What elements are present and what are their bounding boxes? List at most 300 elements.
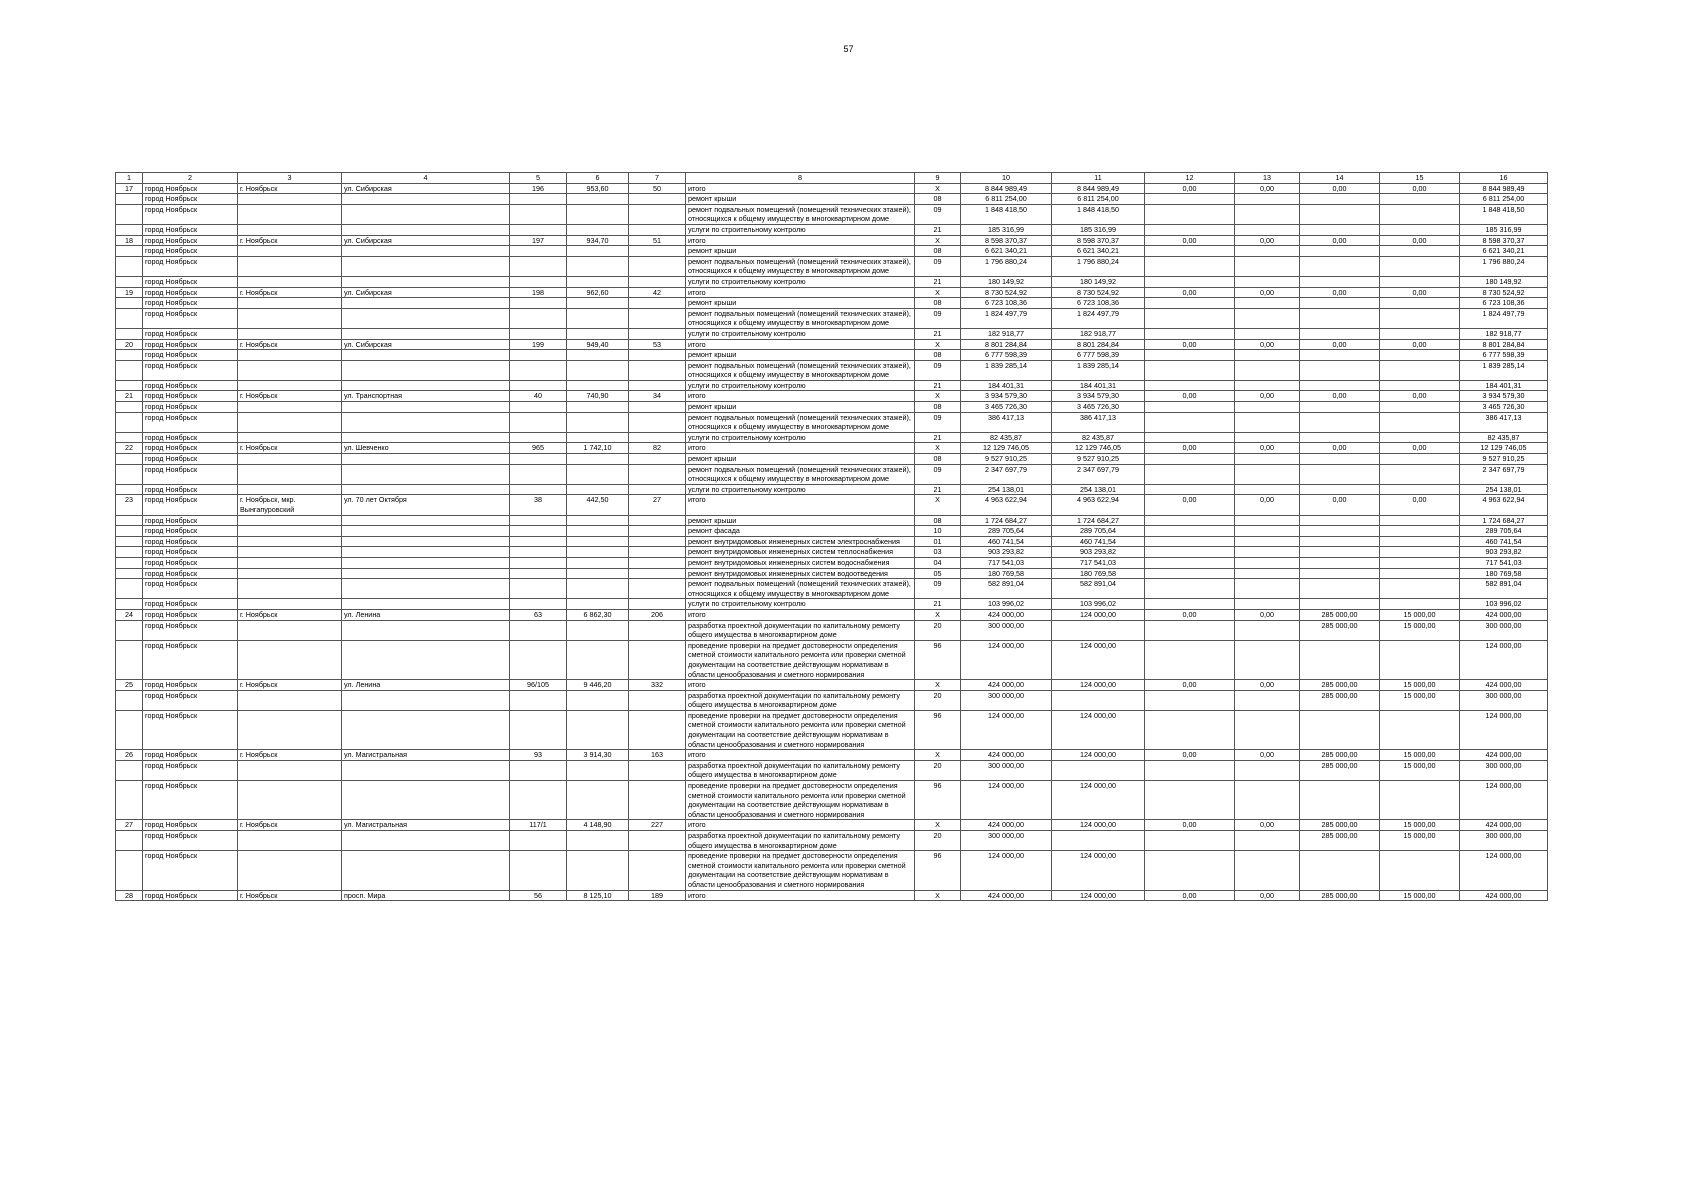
cell-residents — [629, 412, 686, 432]
table-row — [116, 360, 1548, 380]
cell-residents: 34 — [629, 391, 686, 402]
cell-settlement: г. Ноябрьск — [238, 183, 342, 194]
header-cell-6: 6 — [567, 173, 629, 184]
cell-owners-funds — [1300, 454, 1380, 465]
cell-sum-total: 3 465 726,30 — [1460, 402, 1548, 413]
cell-house-number: 196 — [510, 183, 567, 194]
cell-row-number — [116, 781, 143, 820]
cell-house-number: 117/1 — [510, 820, 567, 831]
cell-work-code: 05 — [915, 568, 961, 579]
cell-row-number: 25 — [116, 680, 143, 691]
cell-fund-cost: 289 705,64 — [1052, 526, 1145, 537]
table-row — [116, 640, 1548, 679]
cell-owners-funds — [1300, 412, 1380, 432]
table-row — [116, 781, 1548, 820]
cell-residents — [629, 204, 686, 224]
cell-residents — [629, 515, 686, 526]
cell-house-number — [510, 781, 567, 820]
cell-budget-ao — [1145, 360, 1235, 380]
cell-street — [342, 547, 510, 558]
cell-row-number — [116, 515, 143, 526]
cell-work-type: итого — [686, 183, 915, 194]
cell-settlement — [238, 328, 342, 339]
table-row — [116, 599, 1548, 610]
cell-settlement: г. Ноябрьск — [238, 680, 342, 691]
cell-settlement — [238, 256, 342, 276]
cell-settlement: г. Ноябрьск, мкр. Вынгапуровский — [238, 495, 342, 515]
cell-row-number — [116, 484, 143, 495]
cell-area — [567, 380, 629, 391]
cell-budget-mo: 0,00 — [1235, 235, 1300, 246]
cell-owners-funds — [1300, 579, 1380, 599]
cell-row-number — [116, 851, 143, 890]
cell-work-type: услуги по строительному контролю — [686, 380, 915, 391]
cell-fund-cost: 124 000,00 — [1052, 640, 1145, 679]
cell-municipality: город Ноябрьск — [143, 432, 238, 443]
table-row — [116, 760, 1548, 780]
cell-settlement — [238, 350, 342, 361]
cell-sum-total: 1 724 684,27 — [1460, 515, 1548, 526]
cell-owners-funds: 285 000,00 — [1300, 620, 1380, 640]
cell-house-number — [510, 194, 567, 205]
cell-house-number — [510, 402, 567, 413]
cell-budget-mo — [1235, 360, 1300, 380]
cell-municipality: город Ноябрьск — [143, 890, 238, 901]
cell-settlement — [238, 851, 342, 890]
cell-budget-mo — [1235, 781, 1300, 820]
cell-settlement — [238, 515, 342, 526]
cell-budget-ao — [1145, 308, 1235, 328]
cell-row-number: 17 — [116, 183, 143, 194]
cell-settlement — [238, 276, 342, 287]
cell-budget-mo — [1235, 412, 1300, 432]
cell-work-code: 08 — [915, 454, 961, 465]
cell-house-number — [510, 599, 567, 610]
cell-work-type: услуги по строительному контролю — [686, 432, 915, 443]
cell-residents — [629, 224, 686, 235]
cell-municipality: город Ноябрьск — [143, 781, 238, 820]
cell-work-type: ремонт подвальных помещений (помещений технических этажей), относящихся к общему имуществу в многоквартирном доме — [686, 464, 915, 484]
cell-house-number — [510, 246, 567, 257]
cell-owners-funds: 0,00 — [1300, 235, 1380, 246]
cell-work-type: итого — [686, 890, 915, 901]
cell-other-funds: 15 000,00 — [1380, 760, 1460, 780]
cell-street — [342, 276, 510, 287]
cell-street: ул. Ленина — [342, 680, 510, 691]
cell-sum-total: 289 705,64 — [1460, 526, 1548, 537]
cell-residents — [629, 781, 686, 820]
cell-work-type: итого — [686, 750, 915, 761]
cell-owners-funds — [1300, 484, 1380, 495]
cell-house-number — [510, 256, 567, 276]
cell-settlement: г. Ноябрьск — [238, 820, 342, 831]
cell-total-cost: 1 724 684,27 — [961, 515, 1052, 526]
cell-budget-ao — [1145, 402, 1235, 413]
cell-street — [342, 328, 510, 339]
cell-settlement — [238, 781, 342, 820]
cell-residents: 163 — [629, 750, 686, 761]
cell-row-number: 21 — [116, 391, 143, 402]
cell-residents: 189 — [629, 890, 686, 901]
cell-house-number — [510, 515, 567, 526]
cell-other-funds: 0,00 — [1380, 391, 1460, 402]
table-row — [116, 256, 1548, 276]
cell-sum-total: 386 417,13 — [1460, 412, 1548, 432]
cell-sum-total: 4 963 622,94 — [1460, 495, 1548, 515]
cell-total-cost: 424 000,00 — [961, 680, 1052, 691]
cell-owners-funds — [1300, 204, 1380, 224]
cell-sum-total: 6 723 108,36 — [1460, 298, 1548, 309]
cell-total-cost: 386 417,13 — [961, 412, 1052, 432]
cell-sum-total: 182 918,77 — [1460, 328, 1548, 339]
cell-owners-funds — [1300, 432, 1380, 443]
cell-budget-ao — [1145, 194, 1235, 205]
cell-budget-ao — [1145, 568, 1235, 579]
cell-fund-cost: 1 724 684,27 — [1052, 515, 1145, 526]
cell-sum-total: 12 129 746,05 — [1460, 443, 1548, 454]
cell-street: просп. Мира — [342, 890, 510, 901]
cell-municipality: город Ноябрьск — [143, 298, 238, 309]
cell-area — [567, 526, 629, 537]
cell-other-funds — [1380, 526, 1460, 537]
cell-street: ул. Ленина — [342, 609, 510, 620]
cell-work-code: 21 — [915, 380, 961, 391]
cell-total-cost: 300 000,00 — [961, 690, 1052, 710]
cell-house-number — [510, 276, 567, 287]
cell-municipality: город Ноябрьск — [143, 287, 238, 298]
cell-owners-funds: 285 000,00 — [1300, 680, 1380, 691]
cell-budget-ao — [1145, 690, 1235, 710]
cell-budget-ao — [1145, 224, 1235, 235]
cell-street — [342, 515, 510, 526]
cell-work-type: услуги по строительному контролю — [686, 328, 915, 339]
cell-work-type: услуги по строительному контролю — [686, 484, 915, 495]
table-row — [116, 350, 1548, 361]
cell-area — [567, 599, 629, 610]
cell-total-cost: 180 149,92 — [961, 276, 1052, 287]
cell-municipality: город Ноябрьск — [143, 750, 238, 761]
cell-fund-cost: 124 000,00 — [1052, 781, 1145, 820]
cell-row-number — [116, 360, 143, 380]
cell-area: 949,40 — [567, 339, 629, 350]
cell-budget-mo — [1235, 526, 1300, 537]
cell-settlement — [238, 308, 342, 328]
cell-street: ул. Сибирская — [342, 287, 510, 298]
cell-area: 962,60 — [567, 287, 629, 298]
table-row — [116, 235, 1548, 246]
cell-fund-cost — [1052, 760, 1145, 780]
cell-area — [567, 690, 629, 710]
table-row — [116, 204, 1548, 224]
cell-other-funds — [1380, 298, 1460, 309]
cell-work-code: 20 — [915, 760, 961, 780]
cell-sum-total: 8 801 284,84 — [1460, 339, 1548, 350]
cell-area — [567, 781, 629, 820]
cell-work-code: 03 — [915, 547, 961, 558]
cell-work-code: X — [915, 680, 961, 691]
cell-budget-mo — [1235, 547, 1300, 558]
cell-fund-cost: 6 811 254,00 — [1052, 194, 1145, 205]
cell-budget-mo — [1235, 276, 1300, 287]
cell-street — [342, 412, 510, 432]
cell-area — [567, 194, 629, 205]
cell-total-cost: 12 129 746,05 — [961, 443, 1052, 454]
cell-settlement — [238, 831, 342, 851]
cell-budget-mo — [1235, 256, 1300, 276]
cell-municipality: город Ноябрьск — [143, 204, 238, 224]
cell-municipality: город Ноябрьск — [143, 360, 238, 380]
cell-work-code: X — [915, 750, 961, 761]
cell-budget-mo: 0,00 — [1235, 750, 1300, 761]
cell-street — [342, 568, 510, 579]
cell-fund-cost: 184 401,31 — [1052, 380, 1145, 391]
cell-fund-cost: 254 138,01 — [1052, 484, 1145, 495]
cell-other-funds — [1380, 536, 1460, 547]
cell-sum-total: 103 996,02 — [1460, 599, 1548, 610]
table-row — [116, 328, 1548, 339]
cell-house-number: 56 — [510, 890, 567, 901]
cell-other-funds: 15 000,00 — [1380, 690, 1460, 710]
cell-residents — [629, 328, 686, 339]
cell-budget-mo — [1235, 246, 1300, 257]
cell-budget-mo — [1235, 402, 1300, 413]
cell-total-cost: 124 000,00 — [961, 710, 1052, 749]
cell-total-cost: 6 777 598,39 — [961, 350, 1052, 361]
cell-street: ул. Шевченко — [342, 443, 510, 454]
cell-budget-mo — [1235, 328, 1300, 339]
cell-house-number — [510, 760, 567, 780]
cell-area: 9 446,20 — [567, 680, 629, 691]
cell-row-number — [116, 599, 143, 610]
cell-other-funds — [1380, 412, 1460, 432]
cell-row-number — [116, 579, 143, 599]
cell-street — [342, 350, 510, 361]
cell-street — [342, 484, 510, 495]
cell-owners-funds — [1300, 194, 1380, 205]
cell-other-funds — [1380, 328, 1460, 339]
cell-total-cost: 8 844 989,49 — [961, 183, 1052, 194]
cell-sum-total: 124 000,00 — [1460, 710, 1548, 749]
cell-street: ул. Сибирская — [342, 339, 510, 350]
cell-other-funds — [1380, 484, 1460, 495]
cell-fund-cost: 903 293,82 — [1052, 547, 1145, 558]
cell-total-cost: 3 934 579,30 — [961, 391, 1052, 402]
table-row — [116, 380, 1548, 391]
cell-settlement — [238, 568, 342, 579]
cell-work-type: ремонт внутридомовых инженерных систем водоснабжения — [686, 557, 915, 568]
cell-other-funds: 0,00 — [1380, 183, 1460, 194]
cell-work-code: 96 — [915, 640, 961, 679]
cell-owners-funds: 285 000,00 — [1300, 760, 1380, 780]
cell-work-type: ремонт крыши — [686, 454, 915, 465]
table-row — [116, 454, 1548, 465]
cell-house-number — [510, 432, 567, 443]
cell-work-code: 96 — [915, 710, 961, 749]
cell-work-code: 20 — [915, 690, 961, 710]
cell-work-type: итого — [686, 609, 915, 620]
cell-budget-mo — [1235, 194, 1300, 205]
cell-fund-cost: 124 000,00 — [1052, 851, 1145, 890]
cell-fund-cost: 4 963 622,94 — [1052, 495, 1145, 515]
cell-total-cost: 582 891,04 — [961, 579, 1052, 599]
cell-row-number: 28 — [116, 890, 143, 901]
cell-residents — [629, 599, 686, 610]
table-row — [116, 536, 1548, 547]
cell-budget-mo — [1235, 454, 1300, 465]
table-row — [116, 495, 1548, 515]
cell-work-code: 09 — [915, 256, 961, 276]
cell-work-code: X — [915, 287, 961, 298]
header-cell-8: 8 — [686, 173, 915, 184]
table-row — [116, 620, 1548, 640]
table-row — [116, 547, 1548, 558]
cell-fund-cost — [1052, 690, 1145, 710]
cell-total-cost: 6 621 340,21 — [961, 246, 1052, 257]
header-row — [116, 173, 1548, 184]
table-row — [116, 308, 1548, 328]
cell-row-number — [116, 204, 143, 224]
cell-total-cost: 8 801 284,84 — [961, 339, 1052, 350]
cell-owners-funds: 285 000,00 — [1300, 690, 1380, 710]
cell-sum-total: 9 527 910,25 — [1460, 454, 1548, 465]
cell-sum-total: 6 811 254,00 — [1460, 194, 1548, 205]
cell-settlement — [238, 412, 342, 432]
cell-municipality: город Ноябрьск — [143, 710, 238, 749]
cell-budget-mo — [1235, 557, 1300, 568]
cell-area: 442,50 — [567, 495, 629, 515]
cell-owners-funds: 0,00 — [1300, 495, 1380, 515]
cell-area — [567, 298, 629, 309]
cell-residents: 227 — [629, 820, 686, 831]
cell-total-cost: 424 000,00 — [961, 609, 1052, 620]
cell-street — [342, 360, 510, 380]
cell-sum-total: 300 000,00 — [1460, 831, 1548, 851]
cell-row-number: 19 — [116, 287, 143, 298]
cell-work-type: ремонт крыши — [686, 194, 915, 205]
cell-work-code: 09 — [915, 579, 961, 599]
cell-budget-mo — [1235, 568, 1300, 579]
cell-work-type: итого — [686, 287, 915, 298]
cell-residents: 51 — [629, 235, 686, 246]
cell-other-funds — [1380, 276, 1460, 287]
table-row — [116, 690, 1548, 710]
cell-row-number — [116, 526, 143, 537]
cell-municipality: город Ноябрьск — [143, 194, 238, 205]
cell-settlement — [238, 298, 342, 309]
cell-residents — [629, 402, 686, 413]
cell-area — [567, 246, 629, 257]
cell-settlement — [238, 360, 342, 380]
table-row — [116, 851, 1548, 890]
cell-area — [567, 536, 629, 547]
cell-residents — [629, 484, 686, 495]
cell-budget-mo — [1235, 710, 1300, 749]
cell-area — [567, 308, 629, 328]
cell-settlement — [238, 760, 342, 780]
cell-total-cost: 124 000,00 — [961, 781, 1052, 820]
cell-municipality: город Ноябрьск — [143, 464, 238, 484]
cell-other-funds — [1380, 432, 1460, 443]
cell-settlement — [238, 640, 342, 679]
cell-other-funds — [1380, 851, 1460, 890]
cell-fund-cost: 1 839 285,14 — [1052, 360, 1145, 380]
cell-owners-funds — [1300, 640, 1380, 679]
table-row — [116, 432, 1548, 443]
cell-municipality: город Ноябрьск — [143, 484, 238, 495]
header-cell-12: 12 — [1145, 173, 1235, 184]
cell-budget-mo: 0,00 — [1235, 443, 1300, 454]
cell-total-cost: 903 293,82 — [961, 547, 1052, 558]
cell-settlement — [238, 690, 342, 710]
cell-work-code: 09 — [915, 464, 961, 484]
cell-budget-ao — [1145, 526, 1235, 537]
cell-budget-mo — [1235, 350, 1300, 361]
cell-house-number — [510, 224, 567, 235]
cell-owners-funds — [1300, 851, 1380, 890]
cell-row-number — [116, 298, 143, 309]
cell-municipality: город Ноябрьск — [143, 256, 238, 276]
cell-settlement: г. Ноябрьск — [238, 287, 342, 298]
cell-house-number — [510, 710, 567, 749]
cell-work-code: 09 — [915, 412, 961, 432]
cell-area — [567, 360, 629, 380]
cell-work-type: итого — [686, 443, 915, 454]
cell-street: ул. Сибирская — [342, 235, 510, 246]
cell-owners-funds — [1300, 402, 1380, 413]
cell-settlement: г. Ноябрьск — [238, 391, 342, 402]
cell-total-cost: 300 000,00 — [961, 620, 1052, 640]
cell-budget-ao — [1145, 710, 1235, 749]
cell-area — [567, 557, 629, 568]
cell-fund-cost: 460 741,54 — [1052, 536, 1145, 547]
cell-settlement — [238, 599, 342, 610]
cell-work-code: 21 — [915, 599, 961, 610]
cell-row-number — [116, 432, 143, 443]
header-cell-9: 9 — [915, 173, 961, 184]
table-row — [116, 402, 1548, 413]
cell-fund-cost: 6 777 598,39 — [1052, 350, 1145, 361]
cell-house-number — [510, 380, 567, 391]
cell-work-type: итого — [686, 820, 915, 831]
cell-row-number — [116, 194, 143, 205]
cell-other-funds — [1380, 246, 1460, 257]
cell-work-type: итого — [686, 680, 915, 691]
cell-budget-mo — [1235, 599, 1300, 610]
cell-settlement: г. Ноябрьск — [238, 750, 342, 761]
cell-area — [567, 851, 629, 890]
cell-settlement — [238, 204, 342, 224]
cell-area: 6 862,30 — [567, 609, 629, 620]
cell-other-funds — [1380, 579, 1460, 599]
cell-budget-mo — [1235, 204, 1300, 224]
cell-owners-funds — [1300, 256, 1380, 276]
cell-other-funds — [1380, 640, 1460, 679]
cell-settlement — [238, 432, 342, 443]
cell-fund-cost: 3 465 726,30 — [1052, 402, 1145, 413]
cell-street — [342, 599, 510, 610]
cell-municipality: город Ноябрьск — [143, 328, 238, 339]
cell-house-number — [510, 298, 567, 309]
cell-residents — [629, 298, 686, 309]
cell-total-cost: 9 527 910,25 — [961, 454, 1052, 465]
cell-residents — [629, 557, 686, 568]
cell-budget-mo — [1235, 640, 1300, 679]
cell-municipality: город Ноябрьск — [143, 276, 238, 287]
cell-residents — [629, 380, 686, 391]
cell-budget-mo — [1235, 432, 1300, 443]
cell-owners-funds: 0,00 — [1300, 287, 1380, 298]
cell-other-funds: 15 000,00 — [1380, 680, 1460, 691]
